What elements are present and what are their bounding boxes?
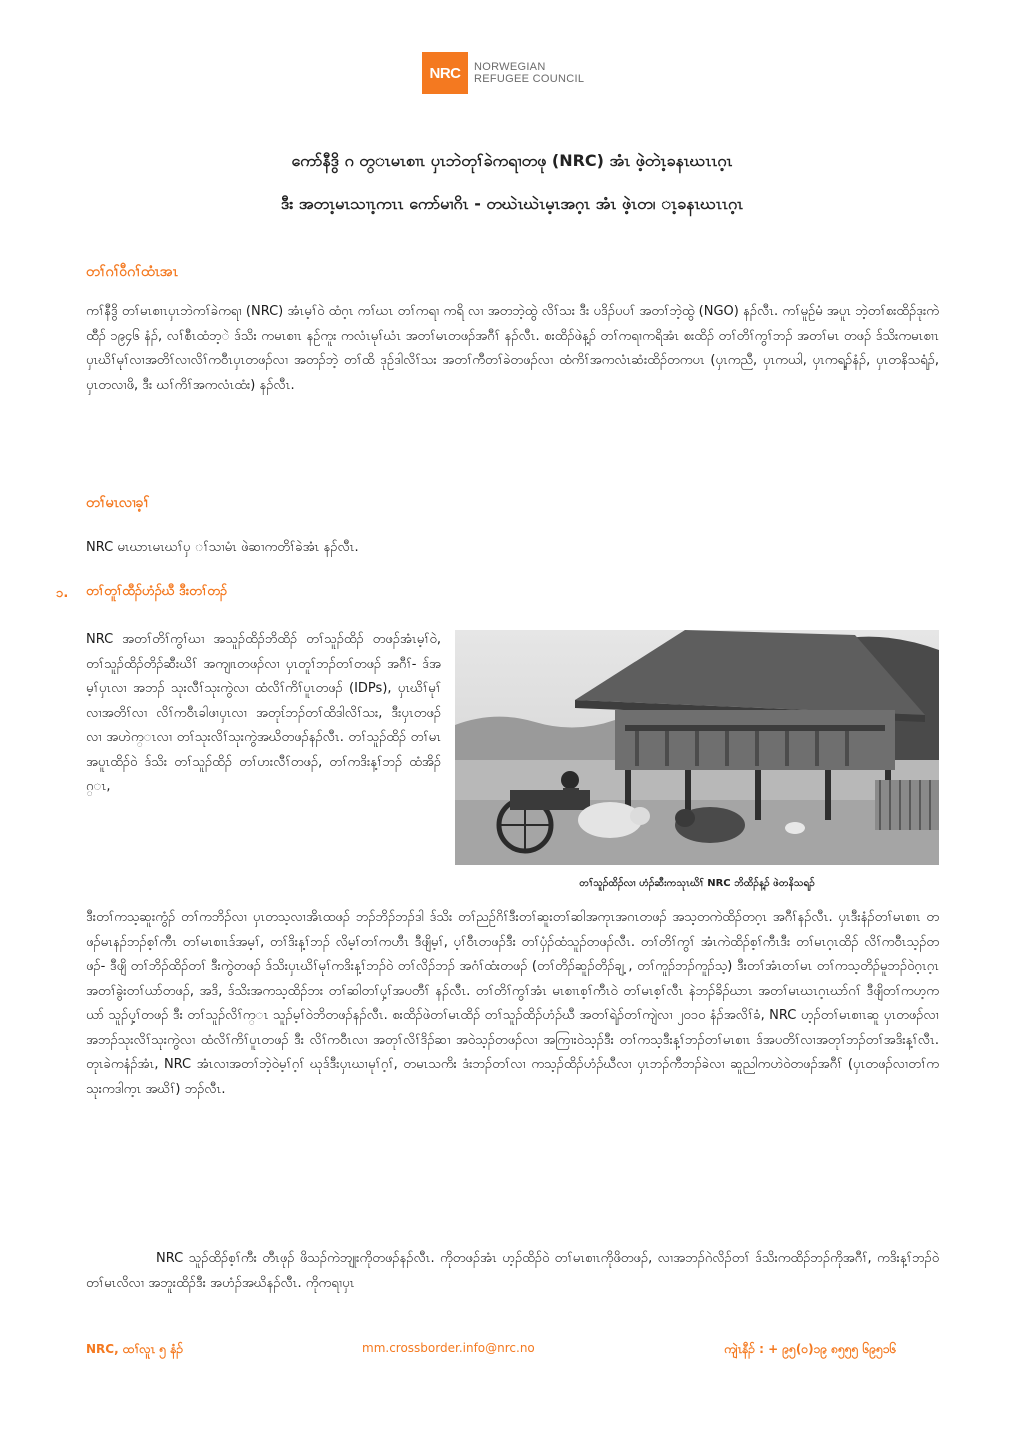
section2-heading: တၢ်မၤလၢခ့ၢ် — [86, 495, 150, 511]
section2-intro: NRC မၤဃာၤမၤဃၢ်ပှ ၢ်သၢမံၤ ဖဲဆၢကတိၢ်ခဲအံၤ နၣ်လီၤ. — [86, 540, 359, 555]
document-title-line2: ဒီး အတၤ့မၤသၢၤ့ကၤၤ ကော်မၢဂိၤ - တဃဲၤဃဲၤမ့ၤအဂ့ၤ အံၤ ဖဲ့ၤတ၊ ၤ့ခနၤဃၤၤဂ့ၤ — [280, 194, 744, 213]
footer-phone: ကျဲၤနီၣ် : + ၉၅(၀)၁၉ ၈၅၅၅ ၆၉၅၁၆ — [724, 1342, 897, 1356]
footer-email[interactable]: mm.crossborder.info@nrc.no — [362, 1341, 535, 1355]
photo-caption: တၢ်သူၣ်ထိၣ်လၢ ဟံၣ်ဆီးကသုၤဃိၢ် NRC ဘိထိၣ်န့ၣ် ဖဲတနိသရၣ် — [579, 878, 815, 889]
logo-line1: NORWEGIAN — [474, 61, 546, 73]
document-title-line1: ကော်နီဒွိ ဂ တ္ၤမၤစၢၤ ပှၤဘဲတုၢ်ခဲကရၢတဖု (NRC) အံၤ ဖဲ့တဲၤ့ခနၤဃၤၤဂ့ၤ — [291, 151, 733, 170]
logo-line2: REFUGEE COUNCIL — [474, 73, 585, 85]
column-text: NRC အတၢ်တိၢ်ကွၢ်ဃၢ အသူၣ်ထိၣ်ဘိထိၣ် တၢ်သူၣ်ထိၣ် တဖၣ်အံၤမ့ၢ်ဝဲ, တၢ်သူၣ်ထိၣ်တိၣ်ဆီးဃိၢ် အကျ၊ၤတဖၣ်လၢ ပှၤတူၢ်ဘၣ်တၢ်တဖၣ် အဂီၢ်- ဒ်အမ့ၢ်ပှၤလၢ အဘၣ် သုးလီၢ်သုးကွဲလၢ ထံလိၢ်ကိၢ်ပူၤတဖၣ် (IDPs), ပှၤဃိၢ်မုၢ်လၢအတိၢ်လၢ လိၢ်ကဝီၤခါဖၢပှၤလၢ အတုၤ်ဘၣ်တၢ်ထိဒါလိၢ်သး, ဒီးပှၤတဖၣ်လၢ အဟဲက္ၤလၢ တၢ်သုးလိၢ်သုးကွဲအဃိတဖၣ်နၣ်လီၤ. တၢ်သူၣ်ထိၣ် တၢ်မၤအပူၤထိၣ်ဝဲ ဒ်သိး တၢ်သူၣ်ထိၣ် တၢ်ဟးလီၢ်တဖၣ်, တၢ်ကဒိးန့ၢ်ဘၣ် ထံအိၣ်ဂ္ၤ, — [86, 632, 441, 794]
logo-text — [474, 61, 584, 85]
item-number: ၁. — [56, 586, 69, 601]
item-heading: တၢ်တူၢ်ထီၣ်ဟံၣ်ဃီ ဒီးတၢ်တၣ် — [86, 584, 228, 599]
section1-heading: တၢ်ဂၢ်ဝီဂၢ်ထံၤအၤ — [86, 264, 178, 280]
nrc-logo — [422, 52, 584, 94]
house-photo — [455, 630, 939, 865]
section2-last-paragraph: NRC သူၣ်ထိၣ်စ့ၢ်ကီး တီၤဖုၣ် ဖိသၣ်ကဲဘျုးကိုတဖၣ်နၣ်လီၤ. ကိုတဖၣ်အံၤ ဟ့ၣ်ထိၣ်ဝဲ တၢ်မၤစၢၤကိုဖိတဖၣ်, လၢအဘၣ်ဂဲလိၣ်တၢ် ဒ်သိးကထိၣ်ဘၣ်ကိုအဂီၢ်, ကဒိးန့ၢ်ဘၣ်ဝဲ တၢ်မၤလိလၢ အဘူးထိၣ်ဒီး အဟံၣ်အဃိနၣ်လီၤ. ကိုကရၢပှၤ — [86, 1251, 939, 1291]
section1-body: ကၢ်နီဒွိ တၢ်မၤစၢၤပှၤဘဲကၢ်ခဲကရၢ (NRC) အံၤမ့ၢ်ဝဲ ထံဂ့ၤ ကၢ်ဃၤ တၢ်ကရၢ ကရိ လၢ အတဘဲ့ထွဲ လိၢ်သး ဒီး ပဒိၣ်ပပၢ် အတၢ်ဘဲ့ထွဲ (NGO) နၣ်လီၤ. ကၢ်မူဉ်မံ အပူၤ ဘဲ့တၢ်စးထိၣ်ဒုးကဲထီၣ် ၁၉၄၆ နံၣ်, လၢ်စီၤထံဘ့ဲ ဒ်သိး ကမၤစၢၤ နဉ်ကူး ကလံၤမုၢ်ဃံၤ အတၢ်မၤတဖၣ်အဂီၢ် နၣ်လီၤ. စးထိၣ်ဖဲန့ၣ် တၢ်ကရၢကရိအံၤ စးထိၣ် တၢ်တိၢ်ကွၢ်ဘၣ် အတၢ်မၤ တဖၣ် ဒ်သိးကမၤစၢၤ ပှၤဃိၢ်မုၢ်လၢအတိၢ်လၢလိၢ်ကဝီၤပှၤတဖၣ်လၢ အတၣ်ဘဲ့ တၢ်ထိ ဒုဉ်ဒါလိၢ်သး အတၢ်ကီတၢ်ခဲတဖၣ်လၢ ထံကိၢ်အကလံၤဆံးထိၣ်တကပၤ (ပှၤကညီ, ပှၤကယါ, ပှၤကရ့ၣ်နံၣ်, ပှၤတနိသရံၣ်, ပှၤတလၢဖိ, ဒီး ဃၢ်ကိၢ်အကလံၤထံး) နၣ်လီၤ. — [86, 304, 939, 393]
section2-body: ဒီးတၢ်ကသ့ဆူးကွံၣ် တၢ်ကဘိၣ်လၢ ပှၤတသ့လၢအိၤထဖၣ် ဘၣ်ဘိၣ်ဘၣ်ဒါ ဒ်သိး တၢ်ညဉ်ဂိၢ်ဒီးတၢ်ဆူးတၢ်ဆါအကုၤအဂၤတဖၣ် အသ့တကဲထိၣ်တဂ့ၤ အဂီၢ်နၣ်လီၤ. ပှၤဒီးနံၣ်တၢ်မၤစၢၤ တဖၣ်မၤနၣ်ဘၣ်စ့ၢ်ကီၤ တၢ်မၤစၢၤဒ်အမ့ၢ်, တၢ်ဒိးန့ၢ်ဘၣ် လိမ့ၢ်တၢ်ကဟီၤ ဒီဖျိမ့ၢ်, ပ့ၢ်ဝီၤတဖၣ်ဒီး တၢ်ပှံၣ်ထံသူၣ်တဖၣ်လီၤ. တၢ်တိၢ်ကွၢ် အံၤကဲထိၣ်စ့ၢ်ကီၤဒီး တၢ်မၤဂ့ၤထိၣ် လိၢ်ကဝီၤသ့ၣ်တဖၣ်- ဒီဖျိ တၢ်ဘိၣ်ထိၣ်တၢ် ဒီးကွဲတဖၣ် ဒ်သိးပှၤဃိၢ်မုၢ်ကဒိးန့ၢ်ဘၣ်ဝဲ တၢ်လိၣ်ဘၣ် အဂံၢ်ထံးတဖၣ် (တၢ်တိၣ်ဆူၣ်တိၣ်ချ့ , တၢ်ကူၣ်ဘၣ်ကူၣ်သ့) ဒီးတၢ်အံၤတၢ်မၤ တၢ်ကသ့တိၣ်မူဘၣ်ဝဲဂ့ၤဂ့ၤအတၢ်ခွဲးတၢ်ယာ်တဖၣ်, အဒိ, ဒ်သိးအကသ့ထိၣ်ဘး တၢ်ဆါတၢ်ပှ့ၢ်အပတီၢ် နၣ်လီၤ. တၢ်တိၢ်ကွၢ်အံၤ မၤစၢၤစ့ၢ်ကီၤဝဲ တၢ်မၤစ့ၢ်လီၤ နဲဘၣ်ခိၣ်ဃာၤ အတၢ်မၤဃၤဂ့ၤဃာ်ဂၢ် ဒီဖျိတၢ်ကဟ့ကယာ် သူၣ်ပှ့ၢ်တဖၣ် ဒီး တၢ်သူၣ်လိၢ်က္ၤ သူၣ်မ့ၢ်ဝဲဘိတဖၣ်နၣ်လီၤ. စးထိၣ်ဖဲတၢ်မၤထိၣ် တၢ်သူၣ်ထိၣ်ဟံၣ်ဃီ အတၢ်ရဲၣ်တၢ်ကျဲလၢ ၂၀၁၀ နံၣ်အလိၢ်ခံ, NRC ဟ့ၣ်တၢ်မၤစၢၤဆူ ပှၤတဖၣ်လၢ အဘၣ်သုးလိၢ်သုးကွဲလၢ ထံလိၢ်ကိၢ်ပူၤတဖၣ် ဒီး လိၢ်ကဝီၤလၢ အတုၢ်လိၢ်ဒိၣ်ဆၢ အဝဲသ့ၣ်တဖၣ်လၢ အကြၢးဝဲသ့ၣ်ဒီး တၢ်ကသ့ဒီးန့ၢ်ဘၣ်တၢ်မၤစၢၤ ဒ်အပတိၢ်လၢအတုၢ်ဘၣ်တၢ်အဒိးန့ၢ်လီၤ. တုၤခဲကနံၣ်အံၤ, NRC အံၤလၢအတၢ်ဘဲ့ဝဲမ့ၢ်ဂ့ၢ် ဃုဒ်ဒီးပှၤဃၢမုၢ်ဂ့ၢ်, တမၤသကိး ဒံးဘၣ်တၢ်လၢ ကသ့ၣ်ထိၣ်ဟံၣ်ဃီလၢ ပှၤဘၣ်ကီဘၣ်ခဲလၢ ဆူညါကဟဲဝဲတဖၣ်အဂီၢ် (ပှၤတဖၣ်လၢတၢ်ကသုးကဒါက့ၤ အဃိၢ်) ဘၣ်လီၤ. — [86, 910, 939, 1097]
logo-mark: NRC — [422, 52, 468, 94]
footer-date: NRC, ထၢ်လူၤ ၅ နံၣ် — [86, 1342, 184, 1356]
